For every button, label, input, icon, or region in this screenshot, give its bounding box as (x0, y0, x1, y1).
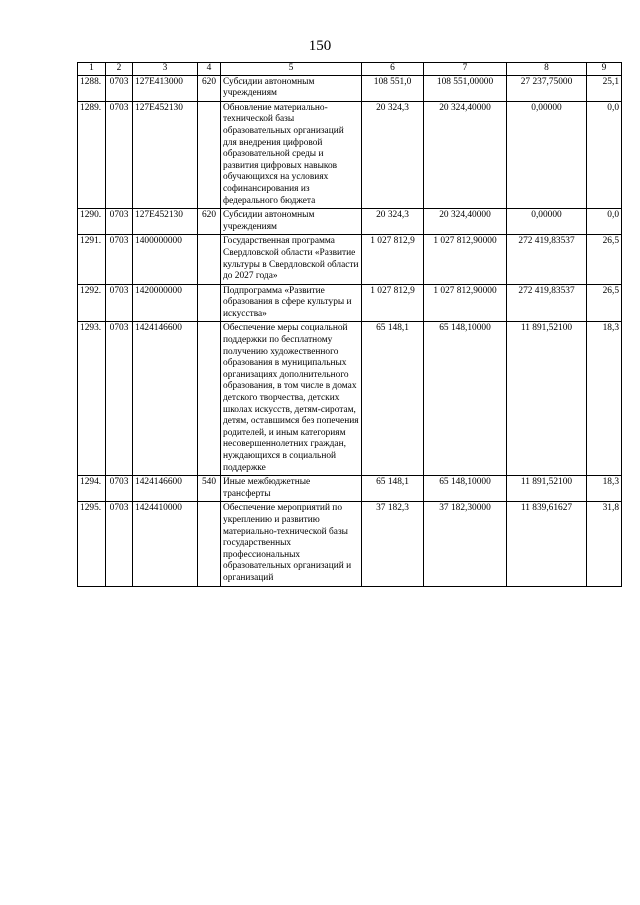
item-name: Обеспечение меры социальной поддержки по бесплатному получению художественного образования в муниципальных организациях дополнительного образования, в том числе в домах детского творчества, детских школах искусств, детям-сиротам, детям, оставшимся без попечения родителей, и иным категориям несовершеннолетних граждан, нуждающихся в социальной поддержке (221, 322, 362, 476)
table-row (78, 75, 622, 101)
table-row (78, 502, 622, 586)
column-header-1: 1 (78, 63, 106, 76)
item-name: Государственная программа Свердловской области «Развитие культуры в Свердловской области до 2027 года» (221, 235, 362, 284)
approved-amount: 1 027 812,9 (362, 235, 424, 284)
target-article-code: 1424410000 (133, 502, 198, 586)
execution-percent: 26,5 (587, 284, 622, 322)
item-name: Обеспечение мероприятий по укреплению и развитию материально-технической базы государственных профессиональных образовательных организаций и организаций (221, 502, 362, 586)
column-header-8: 8 (507, 63, 587, 76)
header-row (78, 63, 622, 76)
item-name: Субсидии автономным учреждениям (221, 209, 362, 235)
executed-amount: 11 891,52100 (507, 322, 587, 476)
section-code: 0703 (106, 322, 133, 476)
execution-percent: 31,8 (587, 502, 622, 586)
target-article-code: 1424146600 (133, 476, 198, 502)
execution-percent: 0,0 (587, 209, 622, 235)
column-header-5: 5 (221, 63, 362, 76)
item-name: Иные межбюджетные трансферты (221, 476, 362, 502)
executed-amount: 272 419,83537 (507, 235, 587, 284)
target-article-code: 1420000000 (133, 284, 198, 322)
expense-type-code (198, 101, 221, 208)
table-row (78, 209, 622, 235)
target-article-code: 127E413000 (133, 75, 198, 101)
row-number: 1291. (78, 235, 106, 284)
row-number: 1294. (78, 476, 106, 502)
target-article-code: 127E452130 (133, 209, 198, 235)
executed-amount: 0,00000 (507, 101, 587, 208)
approved-amount: 20 324,3 (362, 209, 424, 235)
approved-amount: 65 148,1 (362, 476, 424, 502)
row-number: 1289. (78, 101, 106, 208)
budget-allocation: 1 027 812,90000 (424, 284, 507, 322)
column-header-2: 2 (106, 63, 133, 76)
section-code: 0703 (106, 209, 133, 235)
approved-amount: 20 324,3 (362, 101, 424, 208)
target-article-code: 1400000000 (133, 235, 198, 284)
executed-amount: 272 419,83537 (507, 284, 587, 322)
item-name: Субсидии автономным учреждениям (221, 75, 362, 101)
expense-type-code: 620 (198, 209, 221, 235)
section-code: 0703 (106, 502, 133, 586)
column-header-7: 7 (424, 63, 507, 76)
expense-type-code (198, 502, 221, 586)
column-header-9: 9 (587, 63, 622, 76)
row-number: 1293. (78, 322, 106, 476)
budget-allocation: 65 148,10000 (424, 322, 507, 476)
page-number: 150 (308, 38, 332, 54)
expense-type-code (198, 284, 221, 322)
column-header-3: 3 (133, 63, 198, 76)
column-header-6: 6 (362, 63, 424, 76)
approved-amount: 65 148,1 (362, 322, 424, 476)
row-number: 1292. (78, 284, 106, 322)
table-row (78, 322, 622, 476)
approved-amount: 108 551,0 (362, 75, 424, 101)
target-article-code: 1424146600 (133, 322, 198, 476)
expense-type-code (198, 235, 221, 284)
executed-amount: 27 237,75000 (507, 75, 587, 101)
approved-amount: 37 182,3 (362, 502, 424, 586)
budget-allocation: 65 148,10000 (424, 476, 507, 502)
budget-allocation: 20 324,40000 (424, 209, 507, 235)
budget-allocation: 1 027 812,90000 (424, 235, 507, 284)
table-row (78, 476, 622, 502)
approved-amount: 1 027 812,9 (362, 284, 424, 322)
target-article-code: 127E452130 (133, 101, 198, 208)
budget-allocation: 108 551,00000 (424, 75, 507, 101)
execution-percent: 25,1 (587, 75, 622, 101)
execution-percent: 18,3 (587, 322, 622, 476)
section-code: 0703 (106, 284, 133, 322)
executed-amount: 11 839,61627 (507, 502, 587, 586)
execution-percent: 18,3 (587, 476, 622, 502)
row-number: 1288. (78, 75, 106, 101)
table-row (78, 284, 622, 322)
budget-allocation: 37 182,30000 (424, 502, 507, 586)
executed-amount: 0,00000 (507, 209, 587, 235)
section-code: 0703 (106, 101, 133, 208)
section-code: 0703 (106, 476, 133, 502)
section-code: 0703 (106, 75, 133, 101)
table-row (78, 101, 622, 208)
row-number: 1290. (78, 209, 106, 235)
executed-amount: 11 891,52100 (507, 476, 587, 502)
column-header-4: 4 (198, 63, 221, 76)
row-number: 1295. (78, 502, 106, 586)
item-name: Обновление материально-технической базы образовательных организаций для внедрения цифровой образовательной среды и развития цифровых навыков обучающихся на условиях софинансирования из федерального бюджета (221, 101, 362, 208)
execution-percent: 26,5 (587, 235, 622, 284)
item-name: Подпрограмма «Развитие образования в сфере культуры и искусства» (221, 284, 362, 322)
expense-type-code: 620 (198, 75, 221, 101)
budget-table (77, 62, 622, 587)
execution-percent: 0,0 (587, 101, 622, 208)
section-code: 0703 (106, 235, 133, 284)
table-row (78, 235, 622, 284)
table-body (78, 75, 622, 586)
expense-type-code: 540 (198, 476, 221, 502)
expense-type-code (198, 322, 221, 476)
budget-allocation: 20 324,40000 (424, 101, 507, 208)
